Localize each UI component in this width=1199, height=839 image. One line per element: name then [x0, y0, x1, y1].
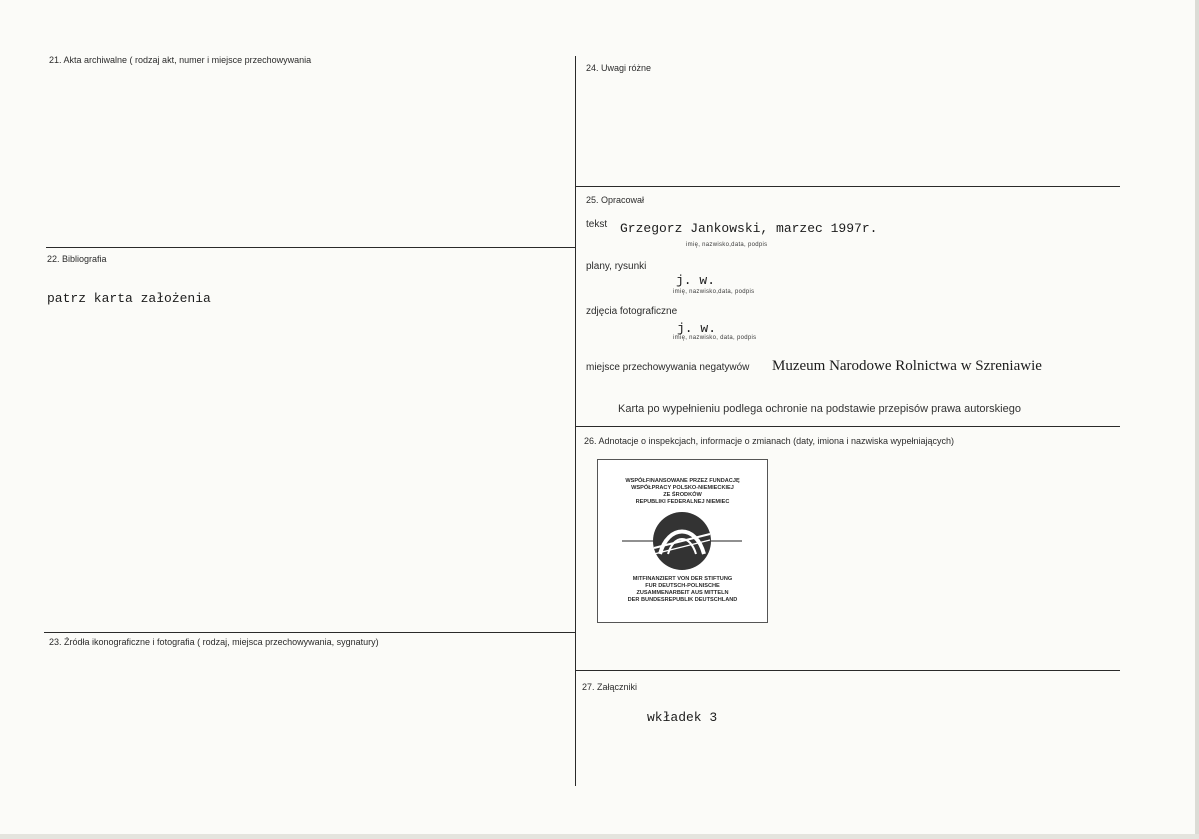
section-26-label: 26. Adnotacje o inspekcjach, informacje o zmianach (daty, imiona i nazwiska wypełniających): [584, 436, 955, 446]
stamp-text-de-1: MITFINANZIERT VON DER STIFTUNG: [632, 576, 733, 582]
divider-26-27: [575, 670, 1120, 671]
zdjecia-caption: imię, nazwisko, data, podpis: [673, 335, 757, 341]
stamp-text-de-3: ZUSAMMENARBEIT AUS MITTELN: [636, 590, 729, 596]
center-divider: [575, 56, 576, 786]
negatywy-label: miejsce przechowywania negatywów: [586, 362, 750, 373]
tekst-value: Grzegorz Jankowski, marzec 1997r.: [620, 221, 878, 236]
tekst-caption: imię, nazwisko,data, podpis: [686, 242, 768, 248]
divider-21-22: [46, 247, 575, 248]
section-22-label: 22. Bibliografia: [47, 254, 107, 264]
stamp-text-pl-4: REPUBLIKI FEDERALNEJ NIEMIEC: [635, 499, 730, 505]
section-27-value: wkładek 3: [647, 710, 718, 725]
plany-caption: imię, nazwisko,data, podpis: [673, 289, 755, 295]
stamp-text-pl-3: ZE ŚRODKÓW: [663, 492, 702, 498]
section-25-label: 25. Opracował: [586, 195, 645, 205]
stamp-text-pl-1: WSPÓŁFINANSOWANE PRZEZ FUNDACJĘ: [625, 478, 740, 484]
plany-label: plany, rysunki: [586, 261, 647, 272]
funding-stamp: [597, 459, 768, 623]
section-21-label: 21. Akta archiwalne ( rodzaj akt, numer i miejsce przechowywania: [49, 55, 312, 65]
divider-22-23: [44, 632, 575, 633]
stamp-text-pl-2: WSPÓŁPRACY POLSKO-NIEMIECKIEJ: [631, 485, 734, 491]
copyright-note: Karta po wypełnieniu podlega ochronie na podstawie przepisów prawa autorskiego: [618, 403, 1021, 415]
negatywy-value: Muzeum Narodowe Rolnictwa w Szreniawie: [772, 358, 1042, 374]
plany-value: j. w.: [676, 273, 716, 288]
zdjecia-value: j. w.: [677, 321, 717, 336]
tekst-label: tekst: [586, 219, 608, 230]
divider-25-26: [575, 426, 1120, 427]
section-27-label: 27. Załączniki: [582, 682, 638, 692]
page-edge-right: [1195, 0, 1199, 839]
zdjecia-label: zdjęcia fotograficzne: [586, 306, 678, 317]
section-22-value: patrz karta założenia: [47, 291, 211, 306]
page-edge-bottom: [0, 834, 1199, 839]
section-23-label: 23. Źródła ikonograficzne i fotografia ( rodzaj, miejsca przechowywania, sygnatury): [49, 637, 379, 647]
stamp-text-de-2: FUR DEUTSCH-POLNISCHE: [645, 583, 720, 589]
section-24-label: 24. Uwagi różne: [586, 63, 652, 73]
bridge-logo-icon: [598, 508, 767, 578]
stamp-text-de-4: DER BUNDESREPUBLIK DEUTSCHLAND: [627, 597, 738, 603]
divider-24-25: [575, 186, 1120, 187]
